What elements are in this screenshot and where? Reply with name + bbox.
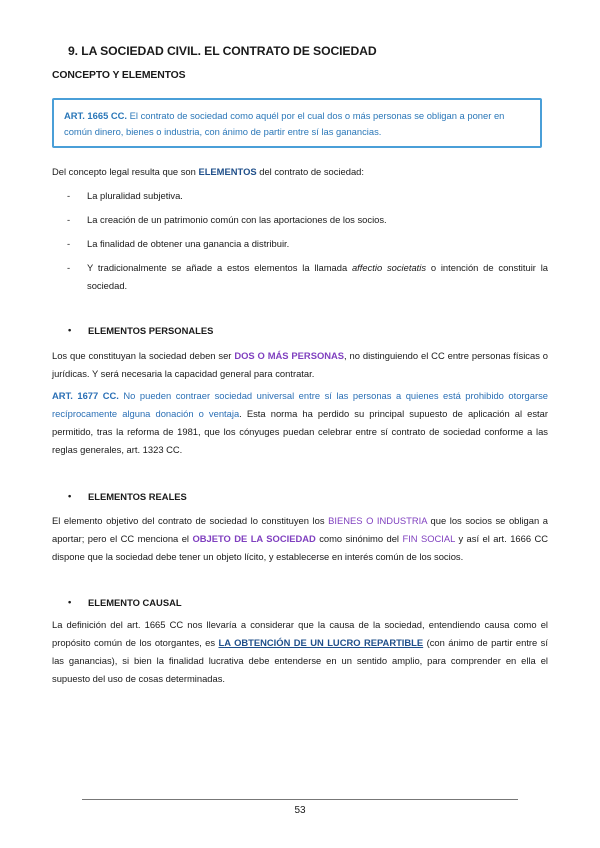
text-run: que los socios se obligan a aportar; pero el CC menciona el (52, 515, 548, 544)
article-text: El contrato de sociedad como aquél por el cual dos o más personas se obligan a poner en común dinero, bienes o industria, con ánimo de partir entre sí las ganancias. (64, 110, 505, 137)
list-item-text: La pluralidad subjetiva. (87, 190, 183, 201)
list-item-text: La finalidad de obtener una ganancia a distribuir. (87, 238, 290, 249)
bullet-icon: • (68, 490, 72, 501)
article-1665-box (52, 98, 542, 148)
heading-label: ELEMENTOS PERSONALES (88, 325, 214, 336)
heading-label: ELEMENTOS REALES (88, 491, 187, 502)
article-ref: ART. 1677 CC. (52, 390, 119, 401)
text-run: (con ánimo de partir entre sí las ganancias), si bien la finalidad lucrativa debe entenderse en un sentido amplio, para comprender en ella el supuesto del uso de cosas determinadas. (52, 637, 548, 684)
list-dash: - (67, 190, 71, 201)
reales-paragraph (52, 512, 548, 566)
heading-reales (68, 491, 187, 502)
heading-personales (68, 325, 213, 336)
list-item-text (87, 259, 548, 295)
personales-paragraph-2 (52, 387, 548, 459)
text-run: Los que constituyan la sociedad deben ser (52, 350, 235, 361)
list-item (67, 259, 548, 295)
highlight-fin-social: FIN SOCIAL (402, 533, 456, 544)
footer-divider (82, 799, 518, 800)
bullet-icon: • (68, 596, 72, 607)
section-subtitle: CONCEPTO Y ELEMENTOS (52, 70, 186, 81)
list-dash: - (67, 262, 71, 273)
section-title: 9. LA SOCIEDAD CIVIL. EL CONTRATO DE SOCIEDAD (68, 44, 377, 58)
personales-paragraph-1 (52, 347, 548, 383)
intro-paragraph (52, 163, 548, 181)
text-run: , no distinguiendo el CC entre personas físicas o jurídicas. Y será necesaria la capacidad general para contratar. (52, 350, 548, 379)
list-item (67, 187, 548, 205)
highlight-objeto: OBJETO DE LA SOCIEDAD (192, 533, 316, 544)
list-item (67, 211, 548, 229)
bullet-icon: • (68, 324, 72, 335)
article-text: No pueden contraer sociedad universal entre sí las personas a quienes está prohibido otorgarse recíprocamente alguna donación o ventaja (52, 390, 548, 419)
highlight-lucro: LA OBTENCIÓN DE UN LUCRO REPARTIBLE (218, 637, 424, 648)
page-number: 53 (294, 805, 306, 816)
list-dash: - (67, 214, 71, 225)
latin-term: affectio societatis (351, 262, 427, 273)
list-item-text-post: o intención de constituir la sociedad. (87, 262, 548, 291)
heading-causal (68, 597, 182, 608)
list-dash: - (67, 238, 71, 249)
text-run: La definición del art. 1665 CC nos llevaría a considerar que la causa de la sociedad, entendiendo causa como el propósito común de los otorgantes, es (52, 619, 548, 648)
list-item-text: La creación de un patrimonio común con las aportaciones de los socios. (87, 214, 387, 225)
text-run: El elemento objetivo del contrato de sociedad lo constituyen los (52, 515, 329, 526)
highlight-personas: DOS O MÁS PERSONAS (234, 350, 345, 361)
intro-post: del contrato de sociedad: (256, 166, 364, 177)
text-run: como sinónimo del (315, 533, 403, 544)
list-item (67, 235, 548, 253)
intro-highlight: ELEMENTOS (198, 166, 257, 177)
text-run: . Esta norma ha perdido su principal supuesto de aplicación al estar permitido, tras la reforma de 1981, que los cónyuges puedan celebrar entre sí contrato de sociedad conforme a las reglas generales, art. 1323 CC. (52, 408, 548, 455)
list-item-text-pre: Y tradicionalmente se añade a estos elementos la llamada (87, 262, 352, 273)
causal-paragraph (52, 616, 548, 688)
highlight-bienes: BIENES O INDUSTRIA (328, 515, 427, 526)
heading-label: ELEMENTO CAUSAL (88, 597, 182, 608)
article-ref: ART. 1665 CC. (64, 110, 128, 121)
intro-pre: Del concepto legal resulta que son (52, 166, 199, 177)
text-run: y así el art. 1666 CC dispone que la sociedad debe tener un objeto lícito, y establecerse en interés común de los socios. (52, 533, 549, 562)
